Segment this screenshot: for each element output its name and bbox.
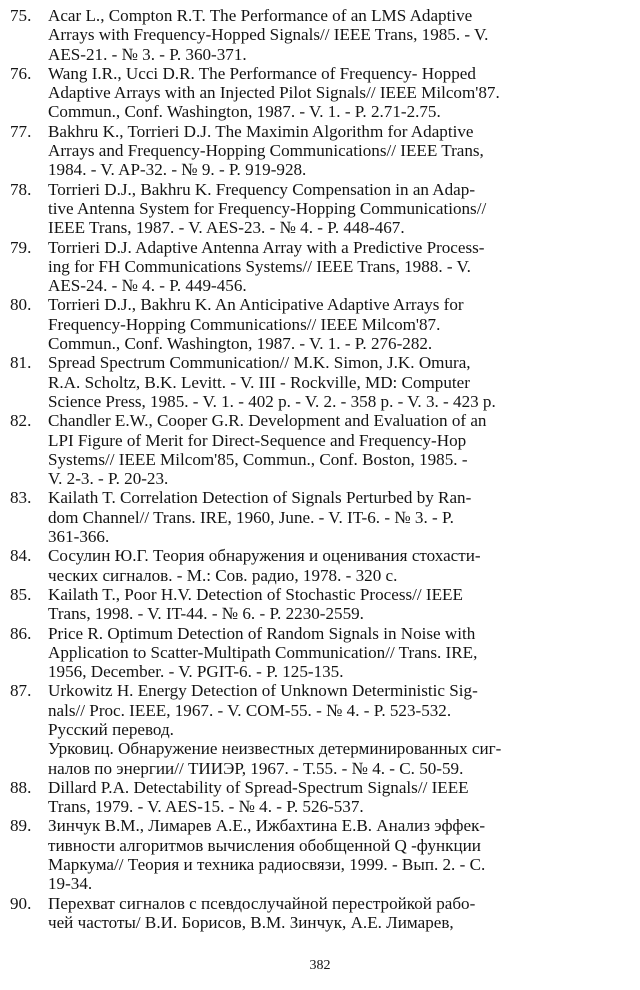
reference-line: Маркума// Теория и техника радиосвязи, 1999. - Вып. 2. - С.	[48, 855, 486, 875]
reference-line: тивности алгоритмов вычисления обобщенной Q -функции	[48, 835, 481, 855]
reference-line: Урковиц. Обнаружение неизвестных детерминированных сиг-	[48, 739, 502, 759]
reference-line: чей частоты/ В.И. Борисов, В.М. Зинчук, А.Е. Лимарев,	[48, 912, 454, 932]
reference-number: 79.	[10, 237, 32, 257]
reference-line: Systems// IEEE Milcom'85, Commun., Conf. Boston, 1985. -	[48, 449, 468, 469]
reference-text	[48, 624, 628, 682]
reference-line: 1984. - V. AP-32. - № 9. - P. 919-928.	[48, 160, 307, 180]
reference-entry	[10, 64, 628, 122]
reference-text	[48, 180, 628, 238]
reference-line: Bakhru K., Torrieri D.J. The Maximin Algorithm for Adaptive	[48, 121, 474, 141]
reference-entry	[10, 411, 628, 488]
reference-entry	[10, 585, 628, 624]
reference-number: 86.	[10, 623, 32, 643]
reference-line: Сосулин Ю.Г. Теория обнаружения и оценивания стохасти-	[48, 546, 481, 566]
reference-entry	[10, 778, 628, 817]
reference-entry	[10, 180, 628, 238]
reference-entry	[10, 816, 628, 893]
reference-text	[48, 353, 628, 411]
reference-text	[48, 295, 628, 353]
reference-line: Commun., Conf. Washington, 1987. - V. 1. - P. 276-282.	[48, 334, 433, 354]
reference-text	[48, 778, 628, 817]
reference-line: dom Channel// Trans. IRE, 1960, June. - V. IT-6. - № 3. - P.	[48, 507, 454, 527]
reference-entry	[10, 6, 628, 64]
reference-number: 78.	[10, 179, 32, 199]
reference-entry	[10, 546, 628, 585]
reference-line: Chandler E.W., Cooper G.R. Development and Evaluation of an	[48, 411, 487, 431]
reference-line: Trans, 1998. - V. IT-44. - № 6. - P. 2230-2559.	[48, 604, 364, 624]
reference-number: 87.	[10, 681, 32, 701]
reference-number: 88.	[10, 777, 32, 797]
reference-text	[48, 122, 628, 180]
reference-line: Urkowitz H. Energy Detection of Unknown Deterministic Sig-	[48, 681, 478, 701]
reference-number: 89.	[10, 816, 32, 836]
reference-entry	[10, 681, 628, 777]
reference-line: LPI Figure of Merit for Direct-Sequence and Frequency-Hop	[48, 430, 467, 450]
reference-line: Dillard P.A. Detectability of Spread-Spectrum Signals// IEEE	[48, 777, 469, 797]
reference-line: Torrieri D.J. Adaptive Antenna Array with a Predictive Process-	[48, 237, 485, 257]
reference-entry	[10, 488, 628, 546]
reference-line: Commun., Conf. Washington, 1987. - V. 1. - P. 2.71-2.75.	[48, 102, 441, 122]
reference-line: Kailath T., Poor H.V. Detection of Stochastic Process// IEEE	[48, 584, 463, 604]
reference-line: Wang I.R., Ucci D.R. The Performance of Frequency- Hopped	[48, 63, 476, 83]
reference-line: налов по энергии// ТИИЭР, 1967. - Т.55. - № 4. - С. 50-59.	[48, 758, 464, 778]
reference-text	[48, 64, 628, 122]
reference-list	[10, 6, 628, 932]
reference-line: 361-366.	[48, 527, 110, 547]
reference-line: IEEE Trans, 1987. - V. AES-23. - № 4. - P. 448-467.	[48, 218, 405, 238]
reference-line: Application to Scatter-Multipath Communication// Trans. IRE,	[48, 642, 478, 662]
reference-line: ческих сигналов. - М.: Сов. радио, 1978. - 320 с.	[48, 565, 398, 585]
reference-text	[48, 488, 628, 546]
reference-number: 80.	[10, 295, 32, 315]
reference-text	[48, 681, 628, 777]
reference-line: Acar L., Compton R.T. The Performance of an LMS Adaptive	[48, 6, 473, 25]
reference-line: Science Press, 1985. - V. 1. - 402 p. - V. 2. - 358 p. - V. 3. - 423 p.	[48, 391, 496, 411]
reference-line: 1956, December. - V. PGIT-6. - P. 125-135.	[48, 662, 344, 682]
reference-line: Перехват сигналов с псевдослучайной перестройкой рабо-	[48, 893, 476, 913]
reference-text	[48, 894, 628, 933]
reference-line: Frequency-Hopping Communications// IEEE Milcom'87.	[48, 314, 441, 334]
reference-entry	[10, 238, 628, 296]
reference-line: nals// Proc. IEEE, 1967. - V. COM-55. - № 4. - P. 523-532.	[48, 700, 452, 720]
reference-number: 83.	[10, 488, 32, 508]
reference-line: Torrieri D.J., Bakhru K. An Anticipative Adaptive Arrays for	[48, 295, 464, 315]
reference-number: 82.	[10, 411, 32, 431]
reference-line: Arrays and Frequency-Hopping Communications// IEEE Trans,	[48, 141, 484, 161]
reference-text	[48, 6, 628, 64]
reference-text	[48, 816, 628, 893]
reference-entry	[10, 122, 628, 180]
reference-line: Trans, 1979. - V. AES-15. - № 4. - P. 526-537.	[48, 797, 364, 817]
reference-line: Adaptive Arrays with an Injected Pilot Signals// IEEE Milcom'87.	[48, 83, 500, 103]
reference-line: Price R. Optimum Detection of Random Signals in Noise with	[48, 623, 476, 643]
reference-line: tive Antenna System for Frequency-Hopping Communications//	[48, 198, 487, 218]
reference-line: Spread Spectrum Communication// M.K. Simon, J.K. Omura,	[48, 353, 471, 373]
reference-line: Torrieri D.J., Bakhru K. Frequency Compensation in an Adap-	[48, 179, 476, 199]
reference-number: 90.	[10, 893, 32, 913]
reference-line: 19-34.	[48, 874, 93, 894]
reference-number: 85.	[10, 584, 32, 604]
reference-number: 75.	[10, 6, 32, 25]
reference-entry	[10, 624, 628, 682]
reference-text	[48, 238, 628, 296]
reference-line: AES-21. - № 3. - P. 360-371.	[48, 44, 247, 64]
reference-line: ing for FH Communications Systems// IEEE Trans, 1988. - V.	[48, 256, 471, 276]
reference-text	[48, 546, 628, 585]
reference-number: 76.	[10, 63, 32, 83]
reference-entry	[10, 894, 628, 933]
reference-number: 81.	[10, 353, 32, 373]
reference-entry	[10, 295, 628, 353]
reference-text	[48, 411, 628, 488]
reference-entry	[10, 353, 628, 411]
reference-line: Зинчук В.М., Лимарев А.Е., Ижбахтина Е.В. Анализ эффек-	[48, 816, 486, 836]
page-number: 382	[309, 958, 331, 973]
reference-line: AES-24. - № 4. - P. 449-456.	[48, 276, 247, 296]
reference-line: V. 2-3. - P. 20-23.	[48, 469, 169, 489]
reference-text	[48, 585, 628, 624]
reference-number: 84.	[10, 546, 32, 566]
reference-line: Kailath T. Correlation Detection of Signals Perturbed by Ran-	[48, 488, 472, 508]
reference-number: 77.	[10, 121, 32, 141]
reference-line: R.A. Scholtz, B.K. Levitt. - V. III - Rockville, MD: Computer	[48, 372, 470, 392]
reference-line: Arrays with Frequency-Hopped Signals// IEEE Trans, 1985. - V.	[48, 25, 489, 45]
reference-line: Русский перевод.	[48, 719, 174, 739]
